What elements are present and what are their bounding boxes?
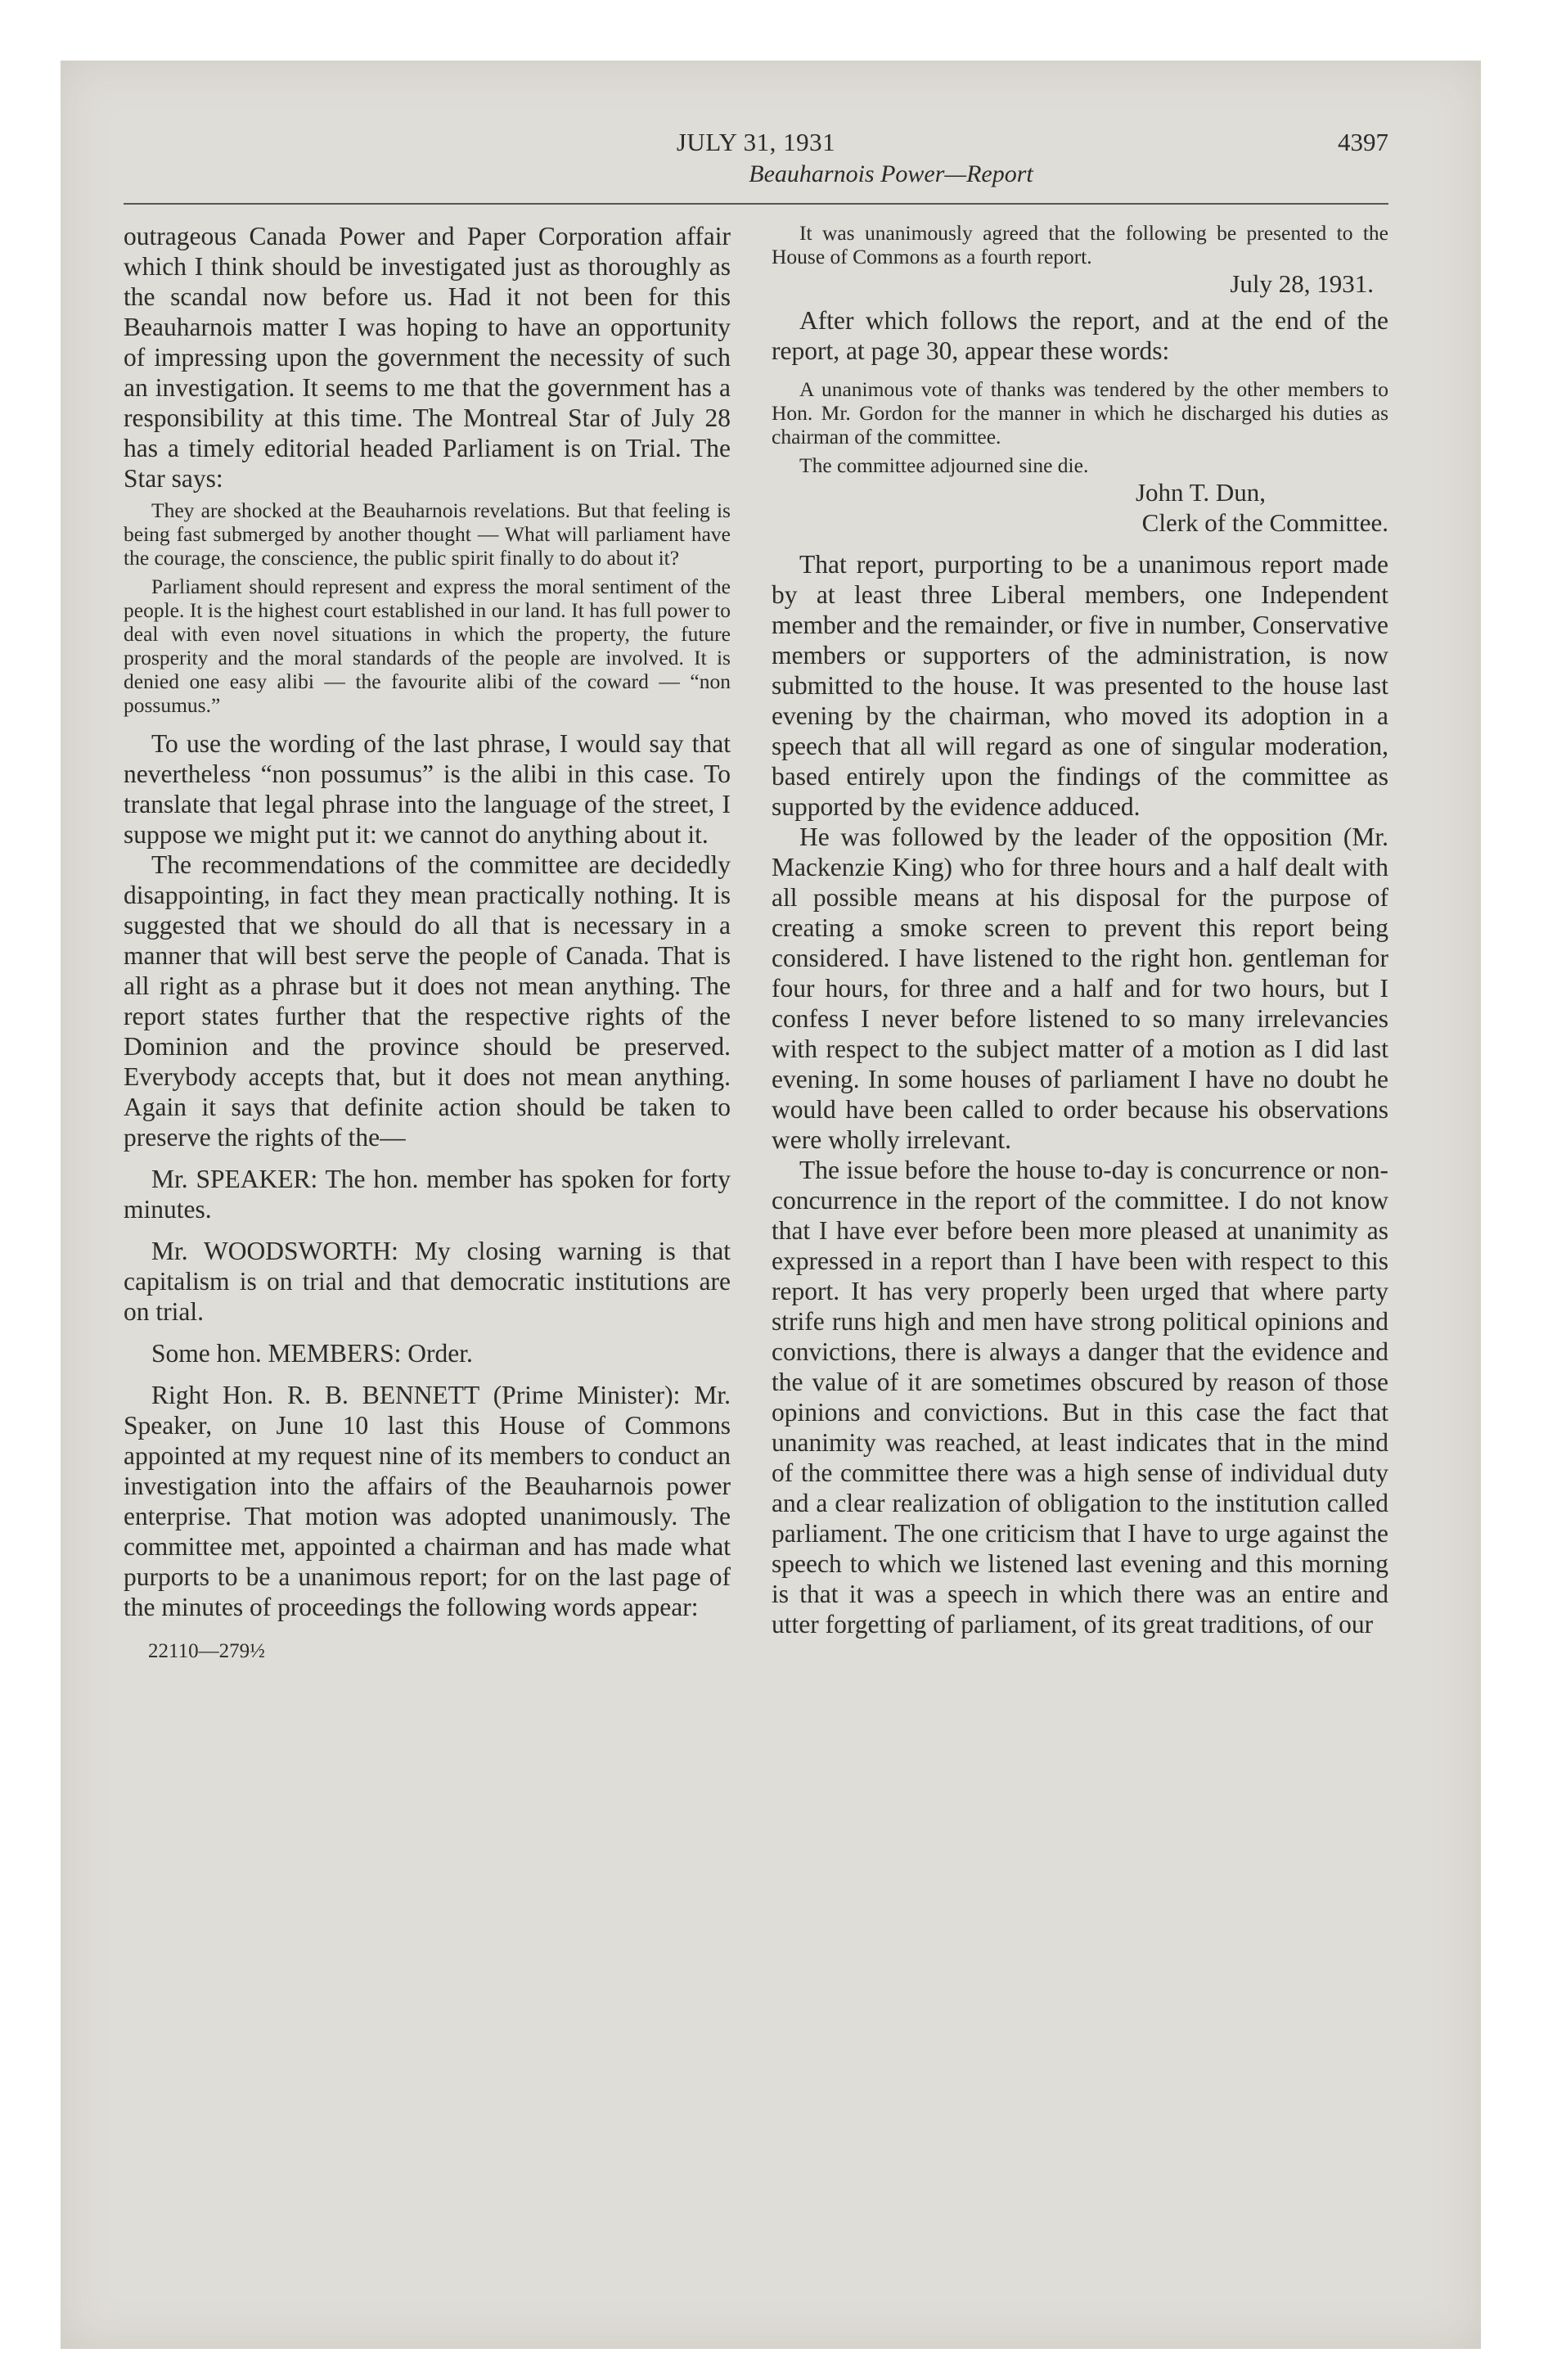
block-quote: Parliament should represent and express the moral sentiment of the people. It is the highest court established in our land. It has full power to deal with even novel situations in which the property, the future prosperity and the moral standards of the people are involved. It is denied one easy alibi — the favourite alibi of the coward — “non possumus.” [124, 575, 731, 717]
signature-title: Clerk of the Committee. [1141, 508, 1388, 537]
block-quote: It was unanimously agreed that the following be presented to the House of Commons as a fourth report. [772, 221, 1388, 268]
dateline: July 28, 1931. [1230, 269, 1374, 298]
speaker-paragraph: Some hon. MEMBERS: Order. [151, 1339, 473, 1368]
header-rule [124, 203, 1388, 205]
print-code: 22110—279½ [148, 1640, 265, 1662]
paragraph: To use the wording of the last phrase, I would say that nevertheless “non possumus” is the alibi in this case. To translate that legal phrase into the language of the street, I suppose we might put it: we cannot do anything about it. [124, 729, 731, 849]
paragraph: The recommendations of the committee are decidedly disappointing, in fact they mean practically nothing. It is suggested that we should do all that is necessary in a manner that will best serve the people of Canada. That is all right as a phrase but it does not mean anything. The report states further that the respective rights of the Dominion and the province should be preserved. Everybody accepts that, but it does not mean anything. Again it says that definite action should be taken to preserve the rights of the— [124, 850, 731, 1152]
running-title: Beauharnois Power—Report [749, 160, 1033, 187]
paragraph: The issue before the house to-day is concurrence or non-concurrence in the report of the committee. I do not know that I have ever before been more pleased at unanimity as expressed in a report than I have been with respect to this report. It has very properly been urged that where party strife runs high and men have strong political opinions and convictions, there is always a danger that the evidence and the value of it are sometimes obscured by reason of those opinions and convictions. But in this case the fact that unanimity was reached, at least indicates that in the mind of the committee there was a high sense of individual duty and a clear realization of obligation to the institution called parliament. The one criticism that I have to urge against the speech to which we listened last evening and this morning is that it was a speech in which there was an entire and utter forgetting of parliament, of its great traditions, of our [772, 1156, 1388, 1639]
block-quote: A unanimous vote of thanks was tendered by the other members to Hon. Mr. Gordon for the manner in which he discharged his duties as chairman of the committee. [772, 377, 1388, 449]
right-column [772, 221, 1388, 1639]
speaker-paragraph: Right Hon. R. B. BENNETT (Prime Minister): Mr. Speaker, on June 10 last this House of Commons appointed at my request nine of its members to conduct an investigation into the affairs of the Beauharnois power enterprise. That motion was adopted unanimously. The committee met, appointed a chairman and has made what purports to be a unanimous report; for on the last page of the minutes of proceedings the following words appear: [124, 1381, 731, 1621]
speaker-paragraph: Mr. SPEAKER: The hon. member has spoken for forty minutes. [124, 1165, 731, 1224]
block-quote: The committee adjourned sine die. [799, 453, 1089, 477]
signature-name: John T. Dun, [1135, 478, 1266, 507]
page-header [124, 123, 1388, 198]
page-number: 4397 [1338, 128, 1388, 156]
paragraph: That report, purporting to be a unanimous report made by at least three Liberal members, one Independent member and the remainder, or five in number, Conservative members or supporters of the administration, is now submitted to the house. It was presented to the house last evening by the chairman, who moved its adoption in a speech that all will regard as one of singular moderation, based entirely upon the findings of the committee as supported by the evidence adduced. [772, 550, 1388, 821]
paragraph: outrageous Canada Power and Paper Corporation affair which I think should be investigated just as thoroughly as the scandal now before us. Had it not been for this Beauharnois matter I was hoping to have an opportunity of impressing upon the government the necessity of such an investigation. It seems to me that the government has a responsibility at this time. The Montreal Star of July 28 has a timely editorial headed Parliament is on Trial. The Star says: [124, 222, 731, 493]
paragraph: After which follows the report, and at the end of the report, at page 30, appear these words: [772, 306, 1388, 365]
left-column [124, 221, 731, 1663]
block-quote: They are shocked at the Beauharnois revelations. But that feeling is being fast submerged by another thought — What will parliament have the courage, the conscience, the public spirit finally to do about it? [124, 498, 731, 570]
paragraph: He was followed by the leader of the opposition (Mr. Mackenzie King) who for three hours and a half dealt with all possible means at his disposal for the purpose of creating a smoke screen to prevent this report being considered. I have listened to the right hon. gentleman for four hours, for three and a half and for two hours, but I confess I never before listened to so many irrelevancies with respect to the subject matter of a motion as I did last evening. In some houses of parliament I have no doubt he would have been called to order because his observations were wholly irrelevant. [772, 823, 1388, 1154]
speaker-paragraph: Mr. WOODSWORTH: My closing warning is that capitalism is on trial and that democratic institutions are on trial. [124, 1237, 731, 1326]
header-date: JULY 31, 1931 [676, 128, 836, 156]
